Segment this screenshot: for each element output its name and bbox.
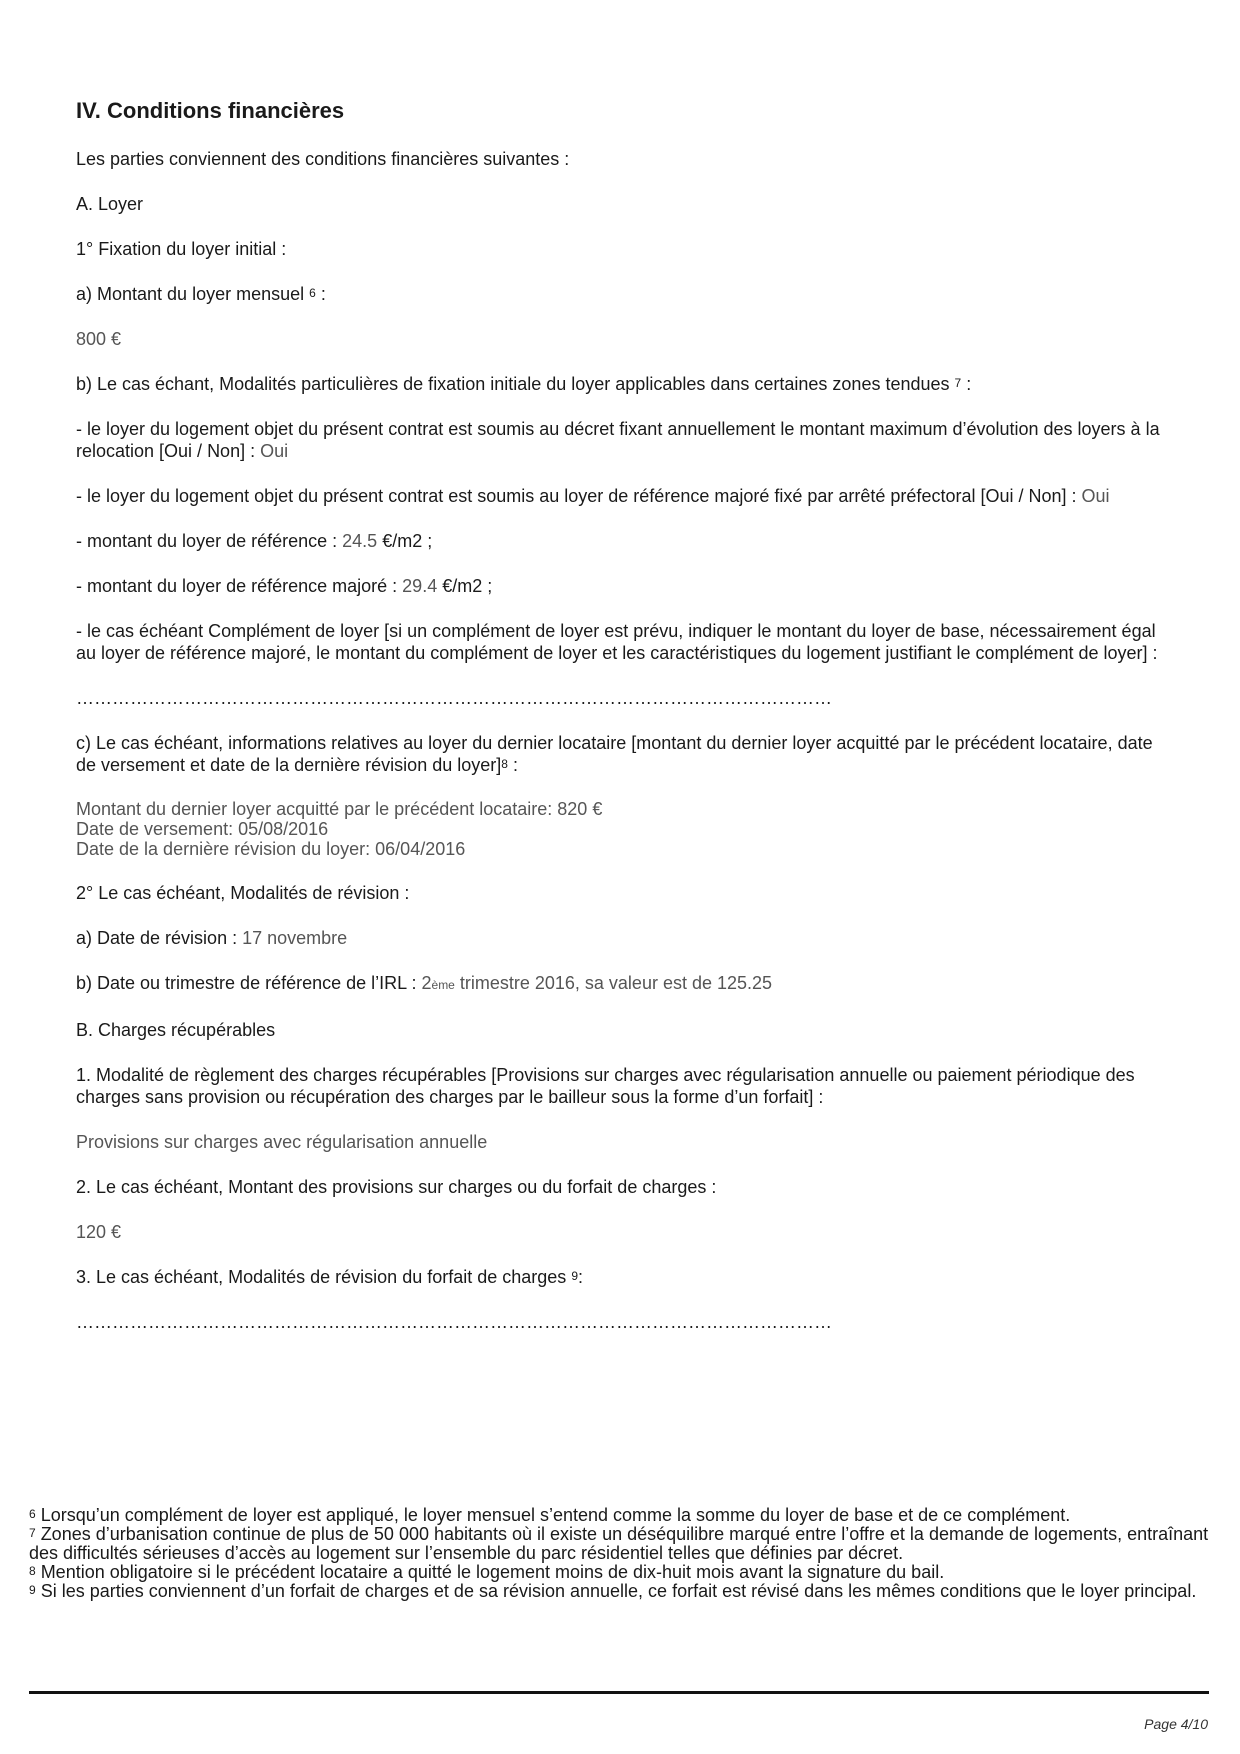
decret-value: Oui — [260, 441, 289, 462]
ref-majore-prefix: - montant du loyer de référence majoré : — [76, 576, 403, 597]
loyer-heading: A. Loyer — [76, 194, 144, 215]
montant-loyer-value: 800 € — [76, 329, 122, 350]
intro-text: Les parties conviennent des conditions financières suivantes : — [76, 149, 570, 170]
ref-montant-value: 24.5 — [342, 531, 378, 552]
modalites-suffix: : — [961, 374, 972, 395]
dernier-date-versement: Date de versement: 05/08/2016 — [76, 819, 329, 840]
ref-majore-paragraph — [76, 575, 1171, 597]
charges-revision-dots: ……………………………………………………………………………………………………………… — [76, 1312, 832, 1333]
irl-paragraph — [76, 972, 1171, 996]
footnote-6-number: 6 — [29, 1507, 36, 1521]
montant-loyer-label-text: a) Montant du loyer mensuel — [76, 284, 305, 305]
revision-date-paragraph — [76, 927, 1171, 949]
decret-text: - le loyer du logement objet du présent contrat est soumis au décret fixant annuellement le montant maximum d’évolution des loyers à la relocation [Oui / Non] : — [76, 419, 1160, 462]
footnote-9-text: Si les parties conviennent d’un forfait de charges et de sa révision annuelle, ce forfait est révisé dans les mêmes conditions que le loyer principal. — [35, 1581, 1197, 1601]
charges-revision-paragraph — [76, 1266, 1171, 1288]
dernier-locataire-text: c) Le cas échéant, informations relatives au loyer du dernier locataire [montant du dernier loyer acquitté par le précédent locataire, date de versement et date de la dernière révision du loyer] — [76, 733, 1153, 776]
montant-loyer-suffix: : — [315, 284, 326, 305]
ref-montant-suffix: €/m2 ; — [377, 531, 433, 552]
footnote-6 — [29, 1506, 1209, 1525]
footnote-7-text: Zones d’urbanisation continue de plus de 50 000 habitants où il existe un déséquilibre marqué entre l’offre et la demande de logements, entraînant des difficultés sérieuses d’accès au logement sur l’ensemble du parc résidentiel telles que définies par décret. — [29, 1524, 1209, 1563]
footnote-ref-6: 6 — [309, 286, 316, 301]
page-number: Page 4/10 — [1144, 1716, 1208, 1732]
ref-montant-paragraph — [76, 530, 1171, 552]
ref-montant-prefix: - montant du loyer de référence : — [76, 531, 343, 552]
page-content — [76, 98, 1171, 1356]
irl-ordinal: ème — [431, 978, 455, 993]
footnote-ref-8: 8 — [501, 757, 508, 772]
irl-value: trimestre 2016, sa valeur est de 125.25 — [454, 973, 773, 994]
ref-majore-suffix: €/m2 ; — [437, 576, 493, 597]
charges-montant-value: 120 € — [76, 1222, 122, 1243]
charges-heading: B. Charges récupérables — [76, 1020, 276, 1041]
ref-majore-value: 29.4 — [402, 576, 438, 597]
section-title: IV. Conditions financières — [76, 98, 345, 123]
revision-heading: 2° Le cas échéant, Modalités de révision : — [76, 883, 410, 904]
dernier-locataire-paragraph — [76, 732, 1171, 776]
fixation-heading: 1° Fixation du loyer initial : — [76, 239, 287, 260]
complement-paragraph: - le cas échéant Complément de loyer [si un complément de loyer est prévu, indiquer le montant du loyer de base, nécessairement égal au loyer de référence majoré, le montant du complément de loyer et les caractéristiques du logement justifiant le complément de loyer] : — [76, 621, 1158, 664]
footnote-7 — [29, 1525, 1209, 1563]
dernier-locataire-values — [76, 799, 1171, 859]
reference-text: - le loyer du logement objet du présent contrat est soumis au loyer de référence majoré fixé par arrêté préfectoral [Oui / Non] : — [76, 486, 1082, 507]
footnote-7-number: 7 — [29, 1526, 36, 1540]
charges-montant-text: 2. Le cas échéant, Montant des provisions sur charges ou du forfait de charges : — [76, 1177, 717, 1198]
charges-revision-text: 3. Le cas échéant, Modalités de révision du forfait de charges — [76, 1267, 567, 1288]
decret-paragraph — [76, 418, 1171, 462]
modalites-label — [76, 373, 1171, 395]
revision-date-prefix: a) Date de révision : — [76, 928, 243, 949]
charges-modalite-value: Provisions sur charges avec régularisation annuelle — [76, 1132, 488, 1153]
footnotes — [29, 1506, 1209, 1601]
footnote-8-text: Mention obligatoire si le précédent locataire a quitté le logement moins de dix-huit mois avant la signature du bail. — [35, 1562, 945, 1582]
irl-num: 2 — [421, 973, 432, 994]
dernier-montant: Montant du dernier loyer acquitté par le précédent locataire: 820 € — [76, 799, 603, 820]
footnote-ref-9: 9 — [571, 1269, 578, 1284]
irl-prefix: b) Date ou trimestre de référence de l’IRL : — [76, 973, 422, 994]
footer-divider — [29, 1691, 1209, 1694]
dernier-date-revision: Date de la dernière révision du loyer: 06/04/2016 — [76, 839, 466, 860]
revision-date-value: 17 novembre — [242, 928, 348, 949]
dernier-locataire-suffix: : — [507, 755, 518, 776]
footnote-ref-7: 7 — [954, 376, 962, 391]
footnote-8 — [29, 1563, 1209, 1582]
charges-modalite-text: 1. Modalité de règlement des charges récupérables [Provisions sur charges avec régularisation annuelle ou paiement périodique des charges sans provision ou récupération des charges par le bailleur sous la forme d’un forfait] : — [76, 1065, 1135, 1108]
reference-value: Oui — [1081, 486, 1110, 507]
modalites-label-text: b) Le cas échant, Modalités particulières de fixation initiale du loyer applicables dans certaines zones tendues — [76, 374, 950, 395]
footnote-9 — [29, 1582, 1209, 1601]
reference-paragraph — [76, 485, 1171, 507]
footnote-8-number: 8 — [29, 1564, 36, 1578]
montant-loyer-label — [76, 283, 1171, 305]
footnote-9-number: 9 — [29, 1583, 36, 1597]
charges-revision-suffix: : — [578, 1267, 584, 1288]
footnote-6-text: Lorsqu’un complément de loyer est appliqué, le loyer mensuel s’entend comme la somme du loyer de base et de ce complément. — [35, 1505, 1071, 1525]
complement-dots: ……………………………………………………………………………………………………………… — [76, 688, 832, 709]
